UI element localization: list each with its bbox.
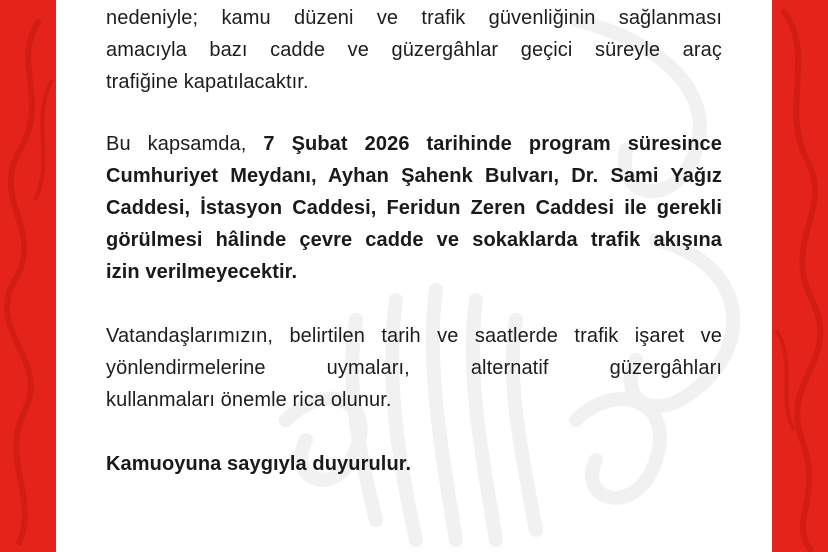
paragraph2-line3: Caddesi, İstasyon Caddesi, Feridun Zeren Caddesi ile gerekli	[106, 197, 722, 219]
paragraph1-line1: nedeniyle; kamu düzeni ve trafik güvenliğinin sağlanması	[106, 7, 722, 29]
paragraph-closures-intro	[106, 2, 722, 98]
paragraph3-line1: Vatandaşlarımızın, belirtilen tarih ve saatlerde trafik işaret ve	[106, 325, 722, 347]
paragraph-closure-details	[106, 128, 722, 288]
announcement-sheet	[56, 0, 772, 552]
paragraph2-line5: izin verilmeyecektir.	[106, 261, 298, 283]
paragraph1-line2: amacıyla bazı cadde ve güzergâhlar geçici süreyle araç	[106, 39, 722, 61]
paragraph2-line4: görülmesi hâlinde çevre cadde ve sokaklarda trafik akışına	[106, 229, 722, 251]
left-ornament-pattern	[0, 0, 56, 552]
paragraph2-line1	[106, 128, 722, 160]
closing-line: Kamuoyuna saygıyla duyurulur.	[106, 453, 412, 475]
paragraph2-lead: Bu kapsamda,	[106, 133, 264, 155]
left-red-border	[0, 0, 56, 552]
closing-statement	[106, 448, 722, 480]
paragraph1-line3: trafiğine kapatılacaktır.	[106, 71, 309, 93]
right-ornament-pattern	[772, 0, 828, 552]
right-red-border	[772, 0, 828, 552]
closure-date: 7 Şubat 2026 tarihinde program süresince	[263, 133, 722, 155]
paragraph2-line2: Cumhuriyet Meydanı, Ayhan Şahenk Bulvarı, Dr. Sami Yağız	[106, 165, 722, 187]
paragraph3-line3: kullanmaları önemle rica olunur.	[106, 389, 392, 411]
paragraph-citizen-request	[106, 320, 722, 416]
paragraph3-line2: yönlendirmelerine uymaları, alternatif güzergâhları	[106, 357, 722, 379]
